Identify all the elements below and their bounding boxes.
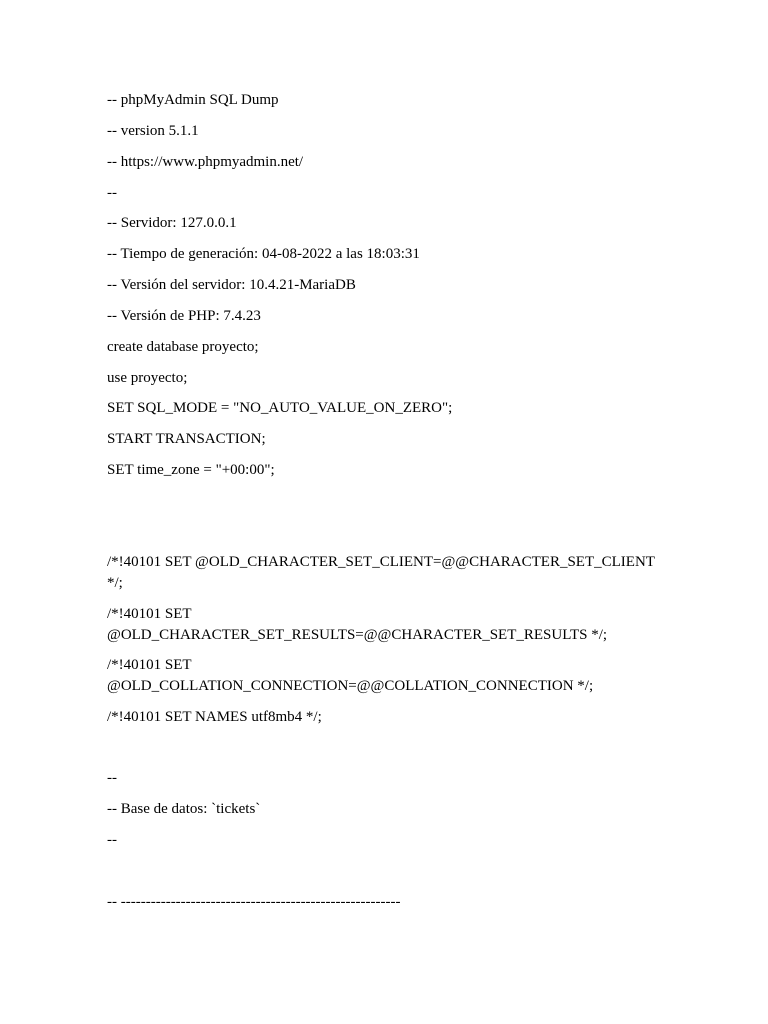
dump-header-line: -- phpMyAdmin SQL Dump bbox=[107, 92, 279, 108]
use-database-line: use proyecto; bbox=[107, 370, 188, 386]
start-transaction-line: START TRANSACTION; bbox=[107, 431, 266, 447]
charset-client-line: /*!40101 SET @OLD_CHARACTER_SET_CLIENT=@@CHARACTER_SET_CLIENT */; bbox=[107, 554, 655, 591]
server-version-line: -- Versión del servidor: 10.4.21-MariaDB bbox=[107, 277, 356, 293]
charset-results-line: /*!40101 SET @OLD_CHARACTER_SET_RESULTS=@@CHARACTER_SET_RESULTS */; bbox=[107, 606, 608, 643]
comment-separator-line: -- bbox=[107, 770, 117, 786]
create-database-line: create database proyecto; bbox=[107, 339, 259, 355]
server-line: -- Servidor: 127.0.0.1 bbox=[107, 215, 237, 231]
collation-connection-line: /*!40101 SET @OLD_COLLATION_CONNECTION=@@COLLATION_CONNECTION */; bbox=[107, 657, 594, 694]
database-name-line: -- Base de datos: `tickets` bbox=[107, 801, 261, 817]
time-zone-line: SET time_zone = "+00:00"; bbox=[107, 462, 275, 478]
comment-separator-line: -- bbox=[107, 185, 117, 201]
set-names-line: /*!40101 SET NAMES utf8mb4 */; bbox=[107, 709, 322, 725]
generation-time-line: -- Tiempo de generación: 04-08-2022 a las 18:03:31 bbox=[107, 246, 420, 262]
php-version-line: -- Versión de PHP: 7.4.23 bbox=[107, 308, 261, 324]
version-line: -- version 5.1.1 bbox=[107, 123, 199, 139]
sql-mode-line: SET SQL_MODE = "NO_AUTO_VALUE_ON_ZERO"; bbox=[107, 400, 453, 416]
url-line: -- https://www.phpmyadmin.net/ bbox=[107, 154, 304, 170]
dash-rule-line: -- -------------------------------------------------------- bbox=[107, 894, 401, 910]
comment-separator-line: -- bbox=[107, 832, 117, 848]
